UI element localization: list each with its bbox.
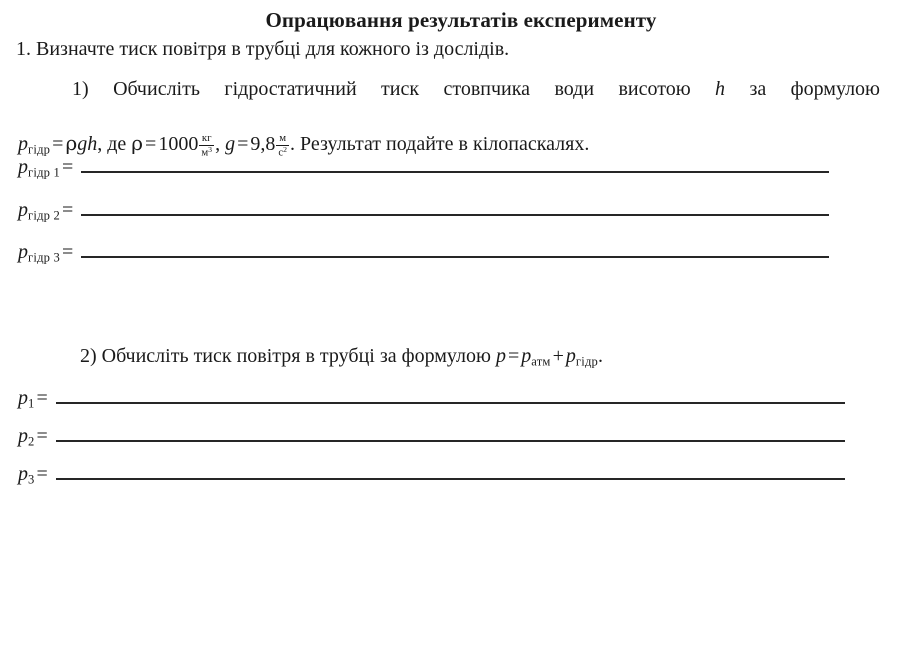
formula-equals: = [52,133,64,155]
answer-symbol: p [18,462,28,485]
item-1-formula-line [18,131,590,159]
answer-label-hydrostatic-2 [18,199,81,224]
formula-de-word: де [107,133,127,155]
answer-subscript: 2 [28,434,35,449]
item-2-formula-p-hidr: p [565,345,576,367]
answer-equals: = [36,424,48,447]
item-1-tail-text: Результат подайте в кілопаскалях. [300,133,590,155]
formula-comma-2: , [215,133,221,155]
answer-row-hydrostatic-2 [18,198,878,226]
formula-h: h [87,133,98,155]
answer-subscript: 1 [28,396,35,411]
answer-label-hydrostatic-1 [18,156,81,181]
answer-symbol: p [18,424,28,447]
item-2-formula-plus: + [552,345,564,367]
formula-rho: ρ [65,131,78,155]
item-1-paragraph [18,76,880,159]
answer-label-pressure-2 [18,425,56,450]
answer-label-pressure-3 [18,463,56,488]
answer-symbol: p [18,155,28,178]
item-1-marker: 1) [72,78,89,100]
item-2-marker: 2) [80,345,97,367]
item-1-first-line [18,76,880,130]
answer-row-hydrostatic-3 [18,240,878,268]
formula-g-value: 9,8 [250,133,276,155]
formula-g: g [77,133,88,155]
formula-p-symbol: p [18,133,28,155]
formula-g-symbol: g [225,133,236,155]
formula-equals-2: = [145,133,157,155]
formula-rho-unit-den-exponent: 3 [208,144,213,154]
answer-subscript: гідр 1 [28,165,61,180]
formula-rho-value: 1000 [158,133,199,155]
formula-equals-3: = [237,133,249,155]
formula-period: . [290,133,296,155]
formula-rho-2: ρ [131,131,144,155]
formula-comma: , [97,133,103,155]
item-1-text-before-h: Обчисліть гідростатичний тиск стовпчика води висотою [113,78,691,100]
item-2-formula-equals: = [507,345,520,367]
formula-rho-unit-den-base: м [201,146,209,159]
item-2-text: Обчисліть тиск повітря в трубці за формулою [101,345,491,367]
answer-row-hydrostatic-1 [18,155,878,183]
answer-equals: = [62,198,74,221]
item-2-formula-p-atm-subscript: атм [531,354,551,369]
answer-blank-pressure-3[interactable] [56,462,845,480]
answer-symbol: p [18,198,28,221]
answer-subscript: гідр 2 [28,208,61,223]
answer-equals: = [36,462,48,485]
answer-blank-pressure-1[interactable] [56,386,845,404]
formula-g-unit-den-exponent: 2 [283,144,288,154]
answer-equals: = [36,386,48,409]
answer-subscript: 3 [28,472,35,487]
answer-blank-hydrostatic-1[interactable] [81,155,829,173]
answer-symbol: p [18,240,28,263]
answer-blank-pressure-2[interactable] [56,424,845,442]
answer-label-pressure-1 [18,387,56,412]
answer-row-pressure-2 [18,424,878,452]
answer-label-hydrostatic-3 [18,241,81,266]
item-2-formula-p: p [495,345,506,367]
formula-p-subscript: гідр [28,142,51,157]
answer-blank-hydrostatic-3[interactable] [81,240,829,258]
item-2-formula-p-hidr-subscript: гідр [575,354,599,369]
answer-equals: = [62,155,74,178]
answer-symbol: p [18,386,28,409]
item-2-paragraph [18,343,880,371]
answer-equals: = [62,240,74,263]
item-1-text-after-h: за формулою [749,78,880,100]
formula-g-unit-den-base: с [278,146,284,159]
answer-row-pressure-3 [18,462,878,490]
formula-g-unit-numerator: м [276,133,289,145]
answer-row-pressure-1 [18,386,878,414]
task-1-instruction: 1. Визначте тиск повітря в трубці для кожного із дослідів. [16,38,510,60]
item-2-formula-period: . [598,345,604,367]
answer-blank-hydrostatic-2[interactable] [81,198,829,216]
item-1-h-symbol: h [715,78,726,100]
answer-subscript: гідр 3 [28,250,61,265]
item-2-formula-p-atm: p [521,345,532,367]
formula-rho-unit-numerator: кг [199,133,214,145]
page-title: Опрацювання результатів експерименту [265,8,657,32]
